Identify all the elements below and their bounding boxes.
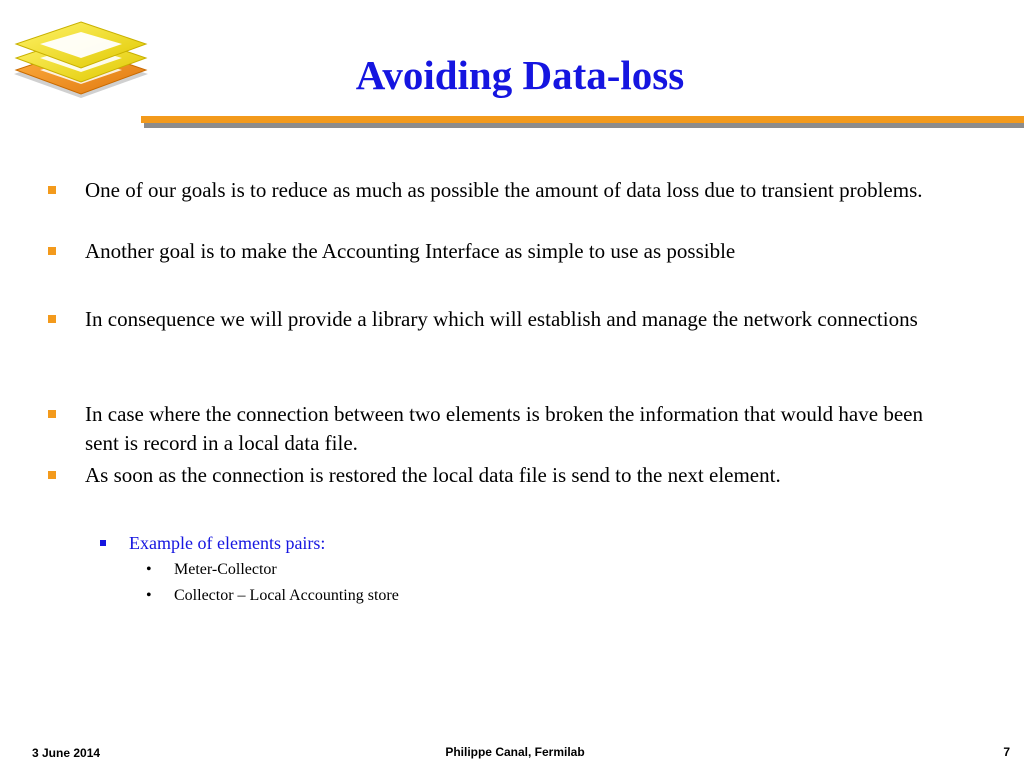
sub-bullet-item: [129, 531, 929, 555]
square-bullet-icon: [48, 410, 56, 418]
bullet-text: In case where the connection between two elements is broken the information that would have been sent is record in a local data file.: [85, 402, 923, 455]
bullet-text: One of our goals is to reduce as much as possible the amount of data loss due to transient problems.: [85, 178, 923, 202]
bullet-text: As soon as the connection is restored the local data file is send to the next element.: [85, 463, 781, 487]
dot-bullet-icon: •: [146, 561, 152, 578]
sub-sub-bullet-text: Collector – Local Accounting store: [174, 587, 399, 604]
square-bullet-icon: [48, 186, 56, 194]
footer-date: 3 June 2014: [32, 746, 101, 760]
square-bullet-icon: [48, 471, 56, 479]
sub-sub-bullet-item: [146, 559, 874, 581]
bullet-item: [85, 400, 955, 458]
dot-bullet-icon: •: [146, 587, 152, 604]
bullet-item: [85, 305, 955, 334]
bullet-text: Another goal is to make the Accounting Interface as simple to use as possible: [85, 239, 736, 263]
square-bullet-icon: [48, 315, 56, 323]
footer-author: Philippe Canal, Fermilab: [445, 745, 585, 759]
square-sub-bullet-icon: [100, 540, 106, 546]
bullet-item: [85, 176, 955, 205]
sub-bullet-text: Example of elements pairs:: [129, 533, 326, 553]
sub-sub-bullet-text: Meter-Collector: [174, 561, 277, 578]
bullet-item: [85, 461, 955, 490]
bullet-item: [85, 237, 955, 266]
square-bullet-icon: [48, 247, 56, 255]
sub-sub-bullet-item: [146, 585, 874, 607]
bullet-text: In consequence we will provide a library which will establish and manage the network connections: [85, 307, 918, 331]
slide-title: Avoiding Data-loss: [355, 52, 685, 98]
footer-page-number: 7: [1003, 745, 1010, 759]
